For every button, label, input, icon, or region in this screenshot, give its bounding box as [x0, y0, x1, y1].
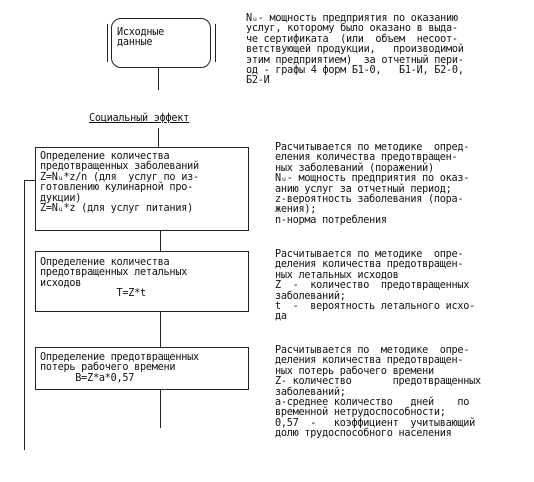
start-node-right-bar: [215, 24, 216, 62]
step-note-worktime: Расчитывается по методике опре- деления количества предотвращен- ных потерь рабочего времени Z- количество предотвращенных заболеваний; а-среднее количество дней по временной нетрудоспособности; 0,57 - коэффициент учитывающий долю трудоспособного населения: [275, 345, 481, 440]
connector-start-down: [158, 68, 159, 90]
connector-step1-step2: [160, 231, 161, 251]
left-bus-tick: [24, 180, 35, 181]
connector-step2-step3: [160, 312, 161, 347]
connector-section-down: [158, 128, 159, 147]
start-node-label: Исходные данные: [117, 27, 165, 49]
section-title: Социальный эффект: [89, 113, 190, 124]
start-node-left-bar: [107, 24, 108, 62]
left-bus-line: [24, 180, 25, 450]
start-note: Nᵤ- мощность предприятия по оказанию услуг, которому было оказано в выда- че сертификата (или объем несоот- ветствующей продукции, производимой этим предприятием) за отчетный пери- од - графы 4 форм Б1-0, Б1-И, Б2-0, Б2-И: [246, 13, 464, 87]
step-box-lethal-text: Определение количества предотвращенных летальных исходов T=Z*t: [40, 257, 188, 300]
step-note-diseases: Расчитывается по методике опред- еления количества предотвращен- ных заболеваний (поражений) Nᵤ- мощность предприятия по оказ- анию услуг за отчетный период; z-вероятность заболевания (пора- жения); n-норма потребления: [275, 142, 470, 226]
connector-step3-down: [160, 390, 161, 428]
step-note-lethal: Расчитывается по методике опре- деления количества предотвращен- ных летальных исходов Z - количество предотвращенных заболеваний; t - вероятность летального исхо- да: [275, 249, 476, 323]
step-box-worktime-text: Определение предотвращенных потерь рабочего времени B=Z*a*0,57: [40, 352, 199, 384]
step-box-diseases-text: Определение количества предотвращенных заболеваний Z=Nᵤ*z/n (для услуг по из- готовлению кулинарной про- дукции) Z=Nᵤ*z (для услуг питания): [40, 151, 199, 215]
